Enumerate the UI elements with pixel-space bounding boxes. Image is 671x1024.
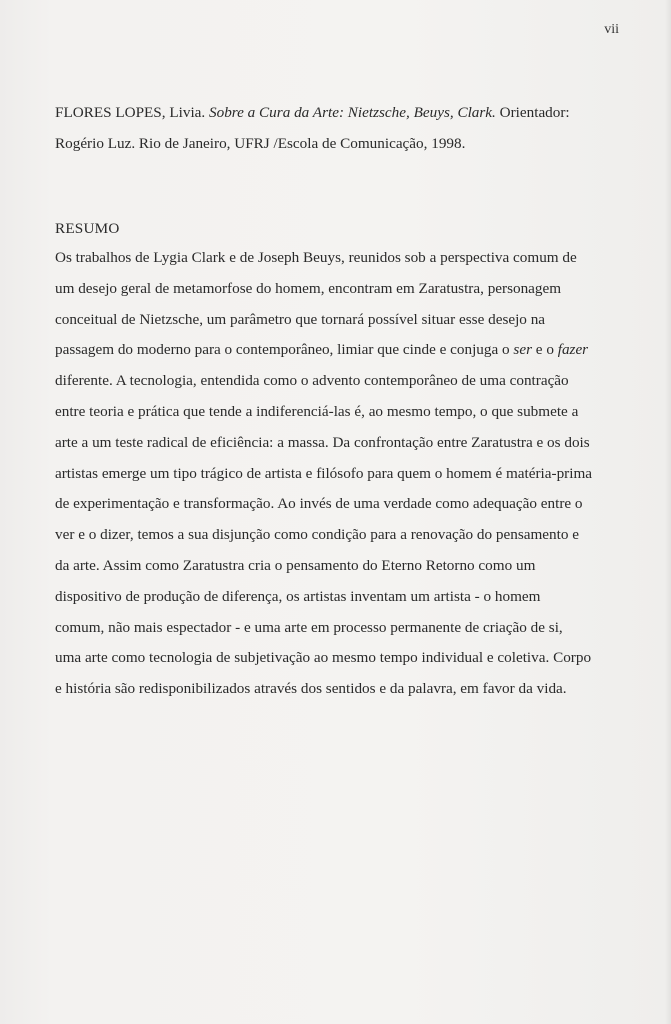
abstract-line-4-start: passagem do moderno para o contemporâneo, limiar que cinde e conjuga o <box>55 341 514 359</box>
abstract-line: uma arte como tecnologia de subjetivação ao mesmo tempo individual e coletiva. Corpo <box>55 649 592 667</box>
citation-title: Sobre a Cura da Arte: Nietzsche, Beuys, Clark. <box>209 104 496 121</box>
abstract-line: entre teoria e prática que tende a indiferenciá-las é, ao mesmo tempo, o que submete a <box>55 402 579 420</box>
citation-author: FLORES LOPES, Livia. <box>55 104 209 121</box>
abstract-line: de experimentação e transformação. Ao invés de uma verdade como adequação entre o <box>55 495 583 513</box>
abstract-line: comum, não mais espectador - e uma arte em processo permanente de criação de si, <box>55 618 563 636</box>
abstract-line: um desejo geral de metamorfose do homem, encontram em Zaratustra, personagem <box>55 279 562 297</box>
abstract-line: ver e o dizer, temos a sua disjunção como condição para a renovação do pensamento e <box>55 526 579 544</box>
abstract-term-fazer: fazer <box>557 341 589 359</box>
abstract-heading: RESUMO <box>55 220 120 237</box>
abstract-line <box>55 335 630 366</box>
abstract-line: e história são redisponibilizados através dos sentidos e da palavra, em favor da vida. <box>55 680 567 698</box>
citation-line-2: Rogério Luz. Rio de Janeiro, UFRJ /Escola de Comunicação, 1998. <box>55 135 466 152</box>
abstract-line: dispositivo de produção de diferença, os artistas inventam um artista - o homem <box>55 587 541 605</box>
page-edge-shadow <box>665 0 671 1024</box>
abstract-term-ser: ser <box>513 341 532 359</box>
citation-advisor-label: Orientador: <box>495 104 570 121</box>
bibliographic-citation <box>55 97 625 159</box>
abstract-line: da arte. Assim como Zaratustra cria o pensamento do Eterno Retorno como um <box>55 556 536 574</box>
abstract-line: conceitual de Nietzsche, um parâmetro que tornará possível situar esse desejo na <box>55 310 546 328</box>
abstract-line: diferente. A tecnologia, entendida como o advento contemporâneo de uma contração <box>55 372 569 390</box>
citation-line-1 <box>55 97 625 128</box>
abstract-line: artistas emerge um tipo trágico de artista e filósofo para quem o homem é matéria-prima <box>55 464 592 482</box>
page-number: vii <box>604 22 619 37</box>
abstract-line: Os trabalhos de Lygia Clark e de Joseph Beuys, reunidos sob a perspectiva comum de <box>55 249 577 266</box>
abstract-line: arte a um teste radical de eficiência: a massa. Da confrontação entre Zaratustra e os dois <box>55 433 590 451</box>
abstract-body <box>55 243 630 705</box>
abstract-line-4-mid: e o <box>531 341 558 359</box>
